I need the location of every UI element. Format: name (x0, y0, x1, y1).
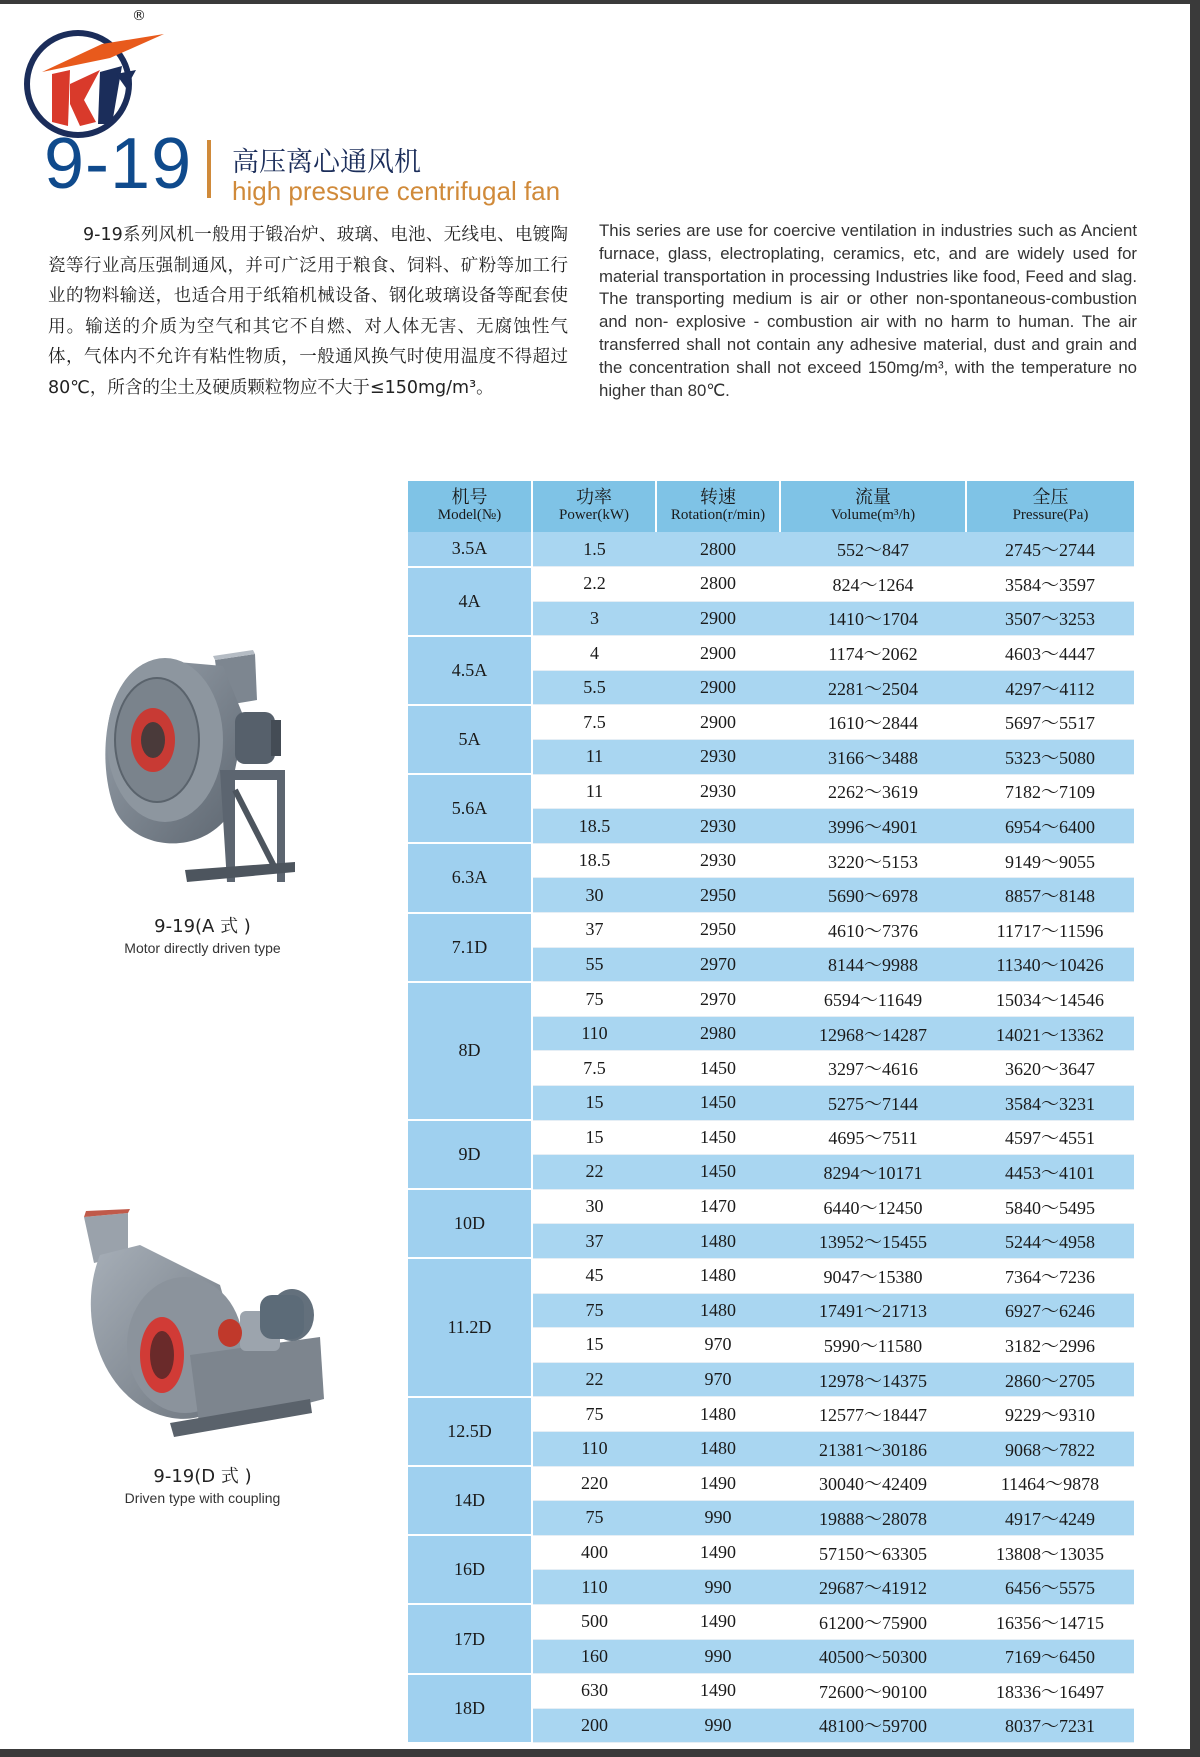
pressure-cell: 4917～4249 (966, 1501, 1134, 1536)
rotation-cell: 2950 (656, 878, 780, 913)
rotation-cell: 990 (656, 1570, 780, 1605)
power-cell: 15 (532, 1328, 656, 1363)
volume-cell: 17491～21713 (780, 1293, 966, 1328)
volume-cell: 12577～18447 (780, 1397, 966, 1432)
table-row (408, 843, 1134, 878)
power-cell: 4 (532, 636, 656, 671)
power-cell: 3 (532, 601, 656, 636)
rotation-cell: 2900 (656, 705, 780, 740)
pressure-cell: 6456～5575 (966, 1570, 1134, 1605)
table-row (408, 1397, 1134, 1432)
volume-cell: 3297～4616 (780, 1051, 966, 1086)
volume-cell: 6440～12450 (780, 1189, 966, 1224)
volume-cell: 4695～7511 (780, 1120, 966, 1155)
rotation-cell: 2980 (656, 1016, 780, 1051)
rotation-cell: 990 (656, 1708, 780, 1743)
model-cell: 5.6A (408, 774, 532, 843)
power-cell: 18.5 (532, 809, 656, 844)
volume-cell: 61200～75900 (780, 1604, 966, 1639)
header-pressure: 全压 Pressure(Pa) (966, 481, 1134, 532)
volume-cell: 4610～7376 (780, 913, 966, 948)
table-row (408, 1466, 1134, 1501)
power-cell: 15 (532, 1120, 656, 1155)
table-row (408, 1674, 1134, 1709)
title-divider (207, 140, 211, 198)
fan-d-image (80, 1205, 330, 1475)
power-cell: 160 (532, 1639, 656, 1674)
rotation-cell: 2930 (656, 774, 780, 809)
power-cell: 7.5 (532, 705, 656, 740)
page-border-top (0, 0, 1200, 4)
header-model: 机号 Model(№) (408, 481, 532, 532)
model-cell: 9D (408, 1120, 532, 1189)
model-cell: 17D (408, 1604, 532, 1673)
model-cell: 6.3A (408, 843, 532, 912)
rotation-cell: 1450 (656, 1051, 780, 1086)
model-cell: 12.5D (408, 1397, 532, 1466)
volume-cell: 13952～15455 (780, 1224, 966, 1259)
volume-cell: 1174～2062 (780, 636, 966, 671)
brand-logo (14, 14, 174, 139)
rotation-cell: 2950 (656, 913, 780, 948)
model-number: 9-19 (44, 124, 193, 204)
pressure-cell: 18336～16497 (966, 1674, 1134, 1709)
table-row (408, 1258, 1134, 1293)
table-row (408, 1189, 1134, 1224)
volume-cell: 824～1264 (780, 567, 966, 602)
volume-cell: 3220～5153 (780, 843, 966, 878)
power-cell: 75 (532, 1397, 656, 1432)
pressure-cell: 5697～5517 (966, 705, 1134, 740)
table-row (408, 1120, 1134, 1155)
description-english: This series are use for coercive ventilation in industries such as Ancient furnace, glass, electroplating, ceramics, etc, and are widely used for material transportation in processing Industries like food, Feed and slag. The transporting medium is air or other non-spontaneous-combustion and non- explosive - combustion air with no harm to human. The air transferred shall not contain any adhesive material, dust and grain and the concentration shall not exceed 150mg/m³, with the temperature no higher than 80℃. (599, 221, 1137, 400)
volume-cell: 40500～50300 (780, 1639, 966, 1674)
pressure-cell: 4453～4101 (966, 1155, 1134, 1190)
rotation-cell: 2970 (656, 982, 780, 1017)
power-cell: 5.5 (532, 670, 656, 705)
title-english: high pressure centrifugal fan (232, 176, 561, 206)
rotation-cell: 1480 (656, 1258, 780, 1293)
pressure-cell: 9149～9055 (966, 843, 1134, 878)
pressure-cell: 3584～3597 (966, 567, 1134, 602)
rotation-cell: 2930 (656, 809, 780, 844)
pressure-cell: 4597～4551 (966, 1120, 1134, 1155)
rotation-cell: 1480 (656, 1293, 780, 1328)
pressure-cell: 2860～2705 (966, 1362, 1134, 1397)
page-border-right (1190, 0, 1200, 1757)
table-body (408, 532, 1134, 1743)
rotation-cell: 990 (656, 1501, 780, 1536)
fan-d-title: 9-19(D 式 ) (153, 1466, 252, 1487)
pressure-cell: 7169～6450 (966, 1639, 1134, 1674)
power-cell: 30 (532, 878, 656, 913)
power-cell: 500 (532, 1604, 656, 1639)
volume-cell: 12968～14287 (780, 1016, 966, 1051)
model-cell: 18D (408, 1674, 532, 1743)
rotation-cell: 2900 (656, 601, 780, 636)
volume-cell: 1410～1704 (780, 601, 966, 636)
header-power: 功率 Power(kW) (532, 481, 656, 532)
rotation-cell: 2800 (656, 567, 780, 602)
pressure-cell: 6954～6400 (966, 809, 1134, 844)
pressure-cell: 6927～6246 (966, 1293, 1134, 1328)
power-cell: 2.2 (532, 567, 656, 602)
volume-cell: 5690～6978 (780, 878, 966, 913)
power-cell: 37 (532, 913, 656, 948)
power-cell: 22 (532, 1155, 656, 1190)
power-cell: 110 (532, 1016, 656, 1051)
pressure-cell: 9229～9310 (966, 1397, 1134, 1432)
pressure-cell: 3584～3231 (966, 1086, 1134, 1121)
fan-a-image (95, 640, 310, 915)
fan-d-subtitle: Driven type with coupling (124, 1490, 281, 1506)
model-cell: 10D (408, 1189, 532, 1258)
rotation-cell: 1490 (656, 1466, 780, 1501)
power-cell: 400 (532, 1535, 656, 1570)
volume-cell: 8144～9988 (780, 947, 966, 982)
rotation-cell: 2800 (656, 532, 780, 567)
power-cell: 45 (532, 1258, 656, 1293)
table-row (408, 1604, 1134, 1639)
volume-cell: 72600～90100 (780, 1674, 966, 1709)
pressure-cell: 8857～8148 (966, 878, 1134, 913)
power-cell: 75 (532, 982, 656, 1017)
table-header-row (408, 481, 1134, 532)
pressure-cell: 5323～5080 (966, 740, 1134, 775)
power-cell: 630 (532, 1674, 656, 1709)
power-cell: 75 (532, 1293, 656, 1328)
power-cell: 220 (532, 1466, 656, 1501)
pressure-cell: 3620～3647 (966, 1051, 1134, 1086)
rotation-cell: 1470 (656, 1189, 780, 1224)
power-cell: 55 (532, 947, 656, 982)
power-cell: 11 (532, 740, 656, 775)
volume-cell: 12978～14375 (780, 1362, 966, 1397)
power-cell: 11 (532, 774, 656, 809)
volume-cell: 3166～3488 (780, 740, 966, 775)
model-cell: 11.2D (408, 1258, 532, 1396)
volume-cell: 1610～2844 (780, 705, 966, 740)
page-border-bottom (0, 1749, 1200, 1757)
volume-cell: 5275～7144 (780, 1086, 966, 1121)
power-cell: 200 (532, 1708, 656, 1743)
pressure-cell: 3182～2996 (966, 1328, 1134, 1363)
volume-cell: 48100～59700 (780, 1708, 966, 1743)
pressure-cell: 2745～2744 (966, 532, 1134, 567)
pressure-cell: 9068～7822 (966, 1431, 1134, 1466)
spec-table (408, 481, 1134, 1744)
description-chinese: 9-19系列风机一般用于锻冶炉、玻璃、电池、无线电、电镀陶瓷等行业高压强制通风，并可广泛用于粮食、饲料、矿粉等加工行业的物料输送，也适合用于纸箱机械设备、钢化玻璃设备等配套使用。输送的介质为空气和其它不自燃、对人体无害、无腐蚀性气体，气体内不允许有粘性物质，一般通风换气时使用温度不得超过80℃，所含的尘土及硬质颗粒物应不大于≤150mg/m³。 (48, 225, 568, 398)
title-chinese: 高压离心通风机 (232, 147, 421, 178)
volume-cell: 6594～11649 (780, 982, 966, 1017)
volume-cell: 30040～42409 (780, 1466, 966, 1501)
pressure-cell: 5244～4958 (966, 1224, 1134, 1259)
pressure-cell: 11717～11596 (966, 913, 1134, 948)
volume-cell: 5990～11580 (780, 1328, 966, 1363)
fan-a-title: 9-19(A 式 ) (154, 916, 251, 937)
volume-cell: 552～847 (780, 532, 966, 567)
pressure-cell: 16356～14715 (966, 1604, 1134, 1639)
rotation-cell: 2900 (656, 636, 780, 671)
rotation-cell: 1480 (656, 1224, 780, 1259)
header-volume: 流量 Volume(m³/h) (780, 481, 966, 532)
rotation-cell: 1490 (656, 1674, 780, 1709)
pressure-cell: 14021～13362 (966, 1016, 1134, 1051)
power-cell: 7.5 (532, 1051, 656, 1086)
volume-cell: 19888～28078 (780, 1501, 966, 1536)
model-cell: 16D (408, 1535, 532, 1604)
pressure-cell: 4297～4112 (966, 670, 1134, 705)
rotation-cell: 1480 (656, 1431, 780, 1466)
volume-cell: 21381～30186 (780, 1431, 966, 1466)
pressure-cell: 13808～13035 (966, 1535, 1134, 1570)
table-row (408, 982, 1134, 1017)
rotation-cell: 1450 (656, 1120, 780, 1155)
pressure-cell: 5840～5495 (966, 1189, 1134, 1224)
pressure-cell: 11340～10426 (966, 947, 1134, 982)
volume-cell: 9047～15380 (780, 1258, 966, 1293)
volume-cell: 29687～41912 (780, 1570, 966, 1605)
model-cell: 7.1D (408, 913, 532, 982)
fan-d-caption (100, 1462, 305, 1506)
table-row (408, 636, 1134, 671)
power-cell: 30 (532, 1189, 656, 1224)
rotation-cell: 1490 (656, 1535, 780, 1570)
header-rotation: 转速 Rotation(r/min) (656, 481, 780, 532)
table-row (408, 705, 1134, 740)
volume-cell: 2262～3619 (780, 774, 966, 809)
table-row (408, 1535, 1134, 1570)
pressure-cell: 8037～7231 (966, 1708, 1134, 1743)
power-cell: 110 (532, 1570, 656, 1605)
rotation-cell: 1450 (656, 1086, 780, 1121)
rotation-cell: 2930 (656, 740, 780, 775)
rotation-cell: 2930 (656, 843, 780, 878)
pressure-cell: 3507～3253 (966, 601, 1134, 636)
pressure-cell: 11464～9878 (966, 1466, 1134, 1501)
rotation-cell: 1490 (656, 1604, 780, 1639)
rotation-cell: 970 (656, 1362, 780, 1397)
rotation-cell: 1480 (656, 1397, 780, 1432)
model-cell: 14D (408, 1466, 532, 1535)
volume-cell: 8294～10171 (780, 1155, 966, 1190)
fan-a-subtitle: Motor directly driven type (124, 940, 281, 956)
rotation-cell: 970 (656, 1328, 780, 1363)
pressure-cell: 7364～7236 (966, 1258, 1134, 1293)
rotation-cell: 990 (656, 1639, 780, 1674)
volume-cell: 57150～63305 (780, 1535, 966, 1570)
power-cell: 75 (532, 1501, 656, 1536)
power-cell: 1.5 (532, 532, 656, 567)
table-row (408, 774, 1134, 809)
model-cell: 4.5A (408, 636, 532, 705)
table-row (408, 913, 1134, 948)
volume-cell: 3996～4901 (780, 809, 966, 844)
registered-mark: ® (132, 8, 146, 24)
fan-a-caption (100, 912, 305, 956)
pressure-cell: 7182～7109 (966, 774, 1134, 809)
power-cell: 22 (532, 1362, 656, 1397)
power-cell: 110 (532, 1431, 656, 1466)
model-cell: 3.5A (408, 532, 532, 567)
power-cell: 37 (532, 1224, 656, 1259)
pressure-cell: 4603～4447 (966, 636, 1134, 671)
model-cell: 8D (408, 982, 532, 1120)
power-cell: 18.5 (532, 843, 656, 878)
table-row (408, 532, 1134, 567)
power-cell: 15 (532, 1086, 656, 1121)
pressure-cell: 15034～14546 (966, 982, 1134, 1017)
rotation-cell: 2970 (656, 947, 780, 982)
volume-cell: 2281～2504 (780, 670, 966, 705)
rotation-cell: 2900 (656, 670, 780, 705)
table-row (408, 567, 1134, 602)
model-cell: 5A (408, 705, 532, 774)
rotation-cell: 1450 (656, 1155, 780, 1190)
model-cell: 4A (408, 567, 532, 636)
